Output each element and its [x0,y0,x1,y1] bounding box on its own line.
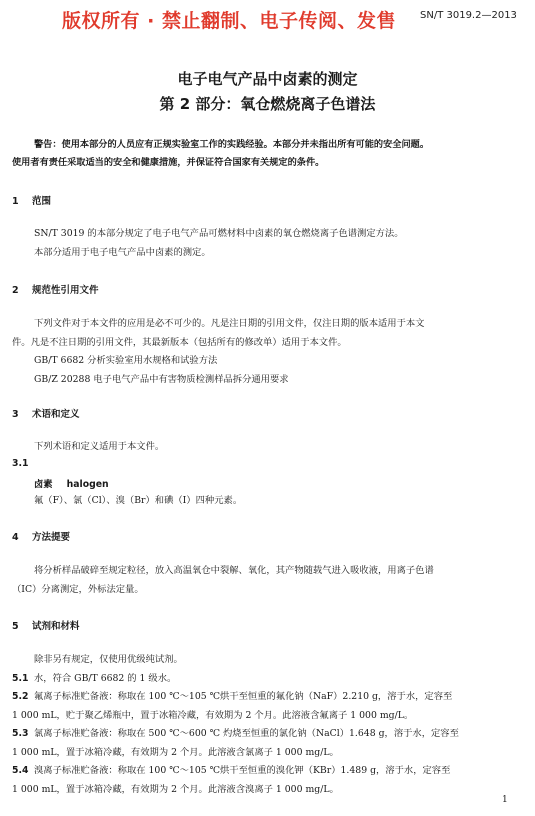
section-heading [12,529,70,543]
document-title: 电子电气产品中卤素的测定 [177,70,358,88]
section-heading [12,406,80,420]
clause-item [12,688,524,707]
clause-number: 3.1 [12,458,29,469]
reference-item: GB/T 6682 分析实验室用水规格和试验方法 [34,355,218,366]
term-chinese: 卤素 [34,479,53,490]
section-body [12,651,524,799]
section-number: 1 [12,196,19,207]
paragraph: SN/T 3019 的本部分规定了电子电气产品可燃材料中卤素的氧仓燃烧离子色谱测定方法。 [34,228,404,239]
clause-number: 5.1 [12,672,29,684]
page-number: 1 [502,795,508,805]
clause-number: 5.4 [12,765,29,776]
paragraph: 下列文件对于本文件的应用是必不可少的。凡是注日期的引用文件，仅注日期的版本适用于本文 [34,318,425,329]
section-body [12,225,524,262]
clause-text: 氟离子标准贮备液：称取在 100 ℃～105 ℃烘干至恒重的氟化钠（NaF）2.210 g，溶于水，定容至 [34,691,453,702]
section-title: 方法提要 [32,532,71,543]
clause-continuation: 1 000 mL，置于冰箱冷藏，有效期为 2 个月。此溶液含氯离子 1 000 mg/L。 [12,746,339,758]
section-title: 术语和定义 [32,409,80,420]
paragraph: 件。凡是不注日期的引用文件，其最新版本（包括所有的修改单）适用于本文件。 [12,336,347,348]
clause-text: 溴离子标准贮备液：称取在 100 ℃～105 ℃烘干至恒重的溴化钾（KBr）1.489 g，溶于水，定容至 [34,765,451,776]
clause-continuation: 1 000 mL，置于冰箱冷藏，有效期为 2 个月。此溶液含溴离子 1 000 mg/L。 [12,783,339,795]
term-english: halogen [66,479,109,490]
paragraph: 除非另有规定，仅使用优级纯试剂。 [34,654,183,665]
section-body [12,562,524,599]
clause-number: 5.3 [12,728,29,739]
section-title: 范围 [32,196,52,207]
copyright-watermark: 版权所有 · 禁止翻制、电子传阅、发售 [62,10,396,32]
section-heading [12,282,99,296]
term-entry [34,476,109,490]
clause-continuation: 1 000 mL，贮于聚乙烯瓶中，置于冰箱冷藏，有效期为 2 个月。此溶液含氟离子 1 000 mg/L。 [12,709,414,721]
warning-block [12,136,522,172]
document-subtitle: 第 2 部分：氧仓燃烧离子色谱法 [159,95,376,113]
clause-item [12,670,524,689]
clause-number: 5.2 [12,691,29,702]
clause-text: 氯离子标准贮备液：称取在 500 ℃～600 ℃ 灼烧至恒重的氯化钠（NaCl）1.648 g，溶于水，定容至 [34,728,459,739]
section-heading [12,618,80,632]
section-body [12,315,524,389]
standard-code: SN/T 3019.2—2013 [420,10,517,21]
clause-item [12,725,524,744]
clause-item [12,762,524,781]
paragraph: 下列术语和定义适用于本文件。 [34,441,165,452]
section-title: 规范性引用文件 [32,285,99,296]
section-number: 3 [12,409,19,420]
section-number: 5 [12,621,19,632]
paragraph: 本部分适用于电子电气产品中卤素的测定。 [34,246,211,258]
reference-item: GB/Z 20288 电子电气产品中有害物质检测样品拆分通用要求 [34,373,289,385]
warning-line: 使用者有责任采取适当的安全和健康措施，并保证符合国家有关规定的条件。 [12,157,325,168]
paragraph: （IC）分离测定，外标法定量。 [12,583,144,595]
section-number: 2 [12,285,19,296]
section-heading [12,193,51,207]
clause-text: 水，符合 GB/T 6682 的 1 级水。 [34,672,177,684]
paragraph: 将分析样品破碎至规定粒径，放入高温氧仓中裂解、氧化，其产物随载气进入吸收液，用离子色谱 [34,565,434,576]
term-definition: 氟（F）、氯（Cl）、溴（Br）和碘（I）四种元素。 [34,495,243,506]
warning-line: 警告：使用本部分的人员应有正规实验室工作的实践经验。本部分并未指出所有可能的安全问题。 [34,139,430,150]
section-number: 4 [12,532,19,543]
section-body [12,438,524,457]
section-title: 试剂和材料 [32,621,80,632]
